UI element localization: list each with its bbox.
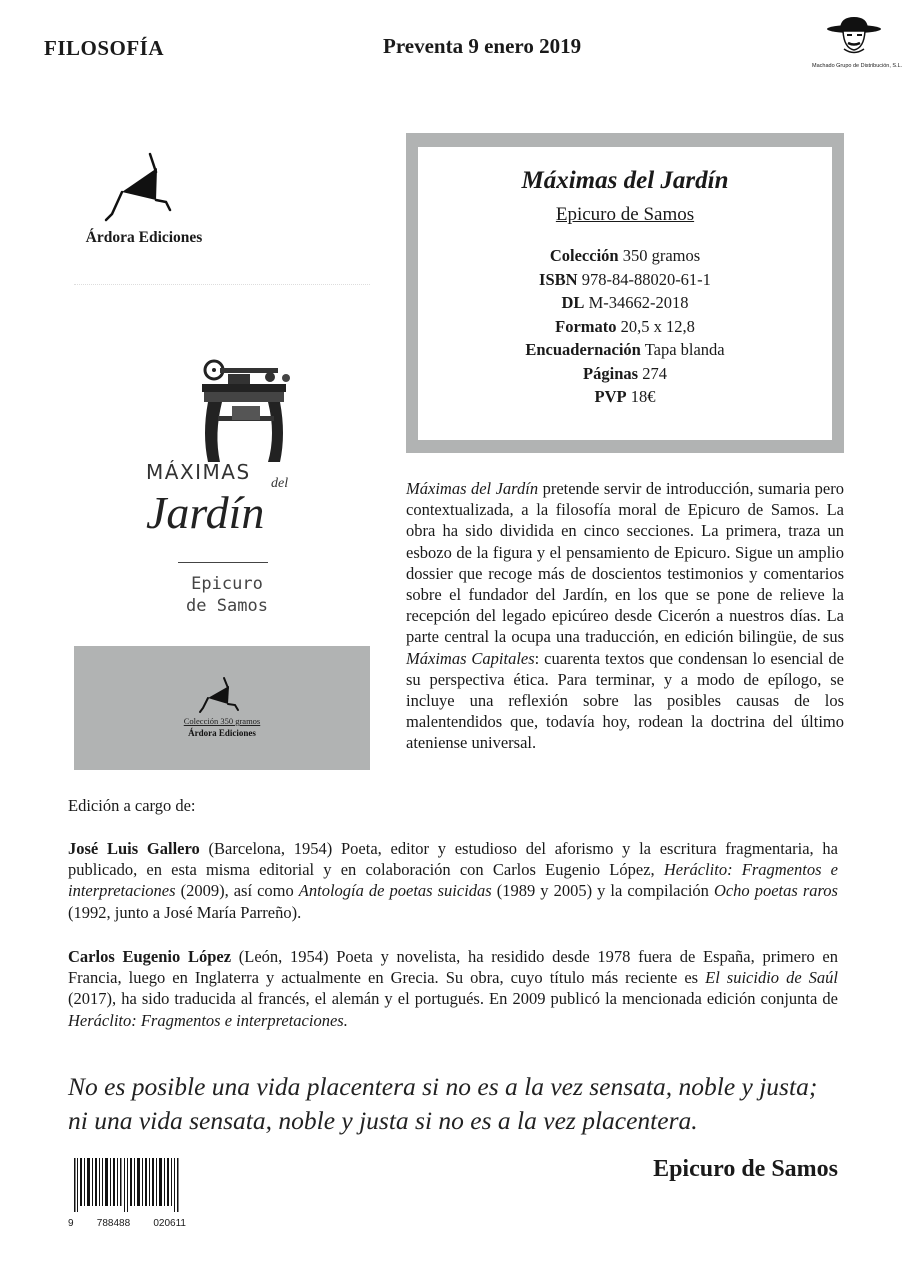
cover-author-line2: de Samos — [186, 596, 268, 616]
synopsis-text-1: pretende servir de introducción, sumaria pero contextualizada, a la filosofía moral de Epicuro de Samos. La obra ha sido dividida en cinco secciones. La primera, traza un esbozo de la figura y el pensamiento de Epicuro. Sigue un amplio dossier que recoge más de doscientos testimonios y comentarios sobre el fundador del Jardín, en los que se pone de relieve la recepción del legado epicúreo desde Cicerón a nuestros días. La parte central la ocupa una traducción, en edición bilingüe, de sus — [406, 479, 844, 647]
cover-title-del: del — [271, 476, 289, 491]
bio-text: (2009), así como — [175, 881, 299, 901]
synopsis-text-2: : cuarenta textos que condensan lo esencial de su perspectiva ética. Para terminar, y a modo de epílogo, se incluye una reflexión sobre las posibles causas de los malentendidos que, todavía hoy, rodean la doctrina del último ateniense universal. — [406, 648, 844, 753]
cover-publisher: Árdora Ediciones — [188, 728, 256, 738]
bio-work-title: El suicidio de Saúl — [705, 968, 838, 988]
editor-bio — [68, 946, 838, 1031]
spec-label: Formato — [555, 316, 617, 336]
spec-label: Páginas — [583, 363, 639, 383]
bio-work-title: Antología de poetas suicidas — [298, 881, 492, 901]
publisher-name: Árdora Ediciones — [85, 229, 203, 246]
book-author: Epicuro de Samos — [555, 204, 695, 225]
spec-row — [418, 362, 832, 386]
bio-work-title: Heráclito: Fragmentos e interpretaciones — [68, 860, 838, 901]
spec-row — [418, 385, 832, 409]
editor-name: Carlos Eugenio López — [68, 947, 232, 966]
book-cover — [74, 354, 370, 770]
barcode-digit-1: 9 — [68, 1218, 74, 1229]
cover-author — [172, 573, 282, 617]
isbn-barcode — [68, 1158, 186, 1229]
spec-label: DL — [561, 293, 585, 312]
spec-value: 20,5 x 12,8 — [620, 316, 695, 336]
spec-value: 274 — [642, 363, 667, 383]
cover-band — [74, 646, 370, 770]
spec-label: Encuadernación — [525, 340, 641, 359]
spec-value: 978-84-88020-61-1 — [581, 269, 711, 289]
quote-line-1: No es posible una vida placentera si no es a la vez sensata, noble y justa; — [68, 1072, 818, 1101]
cover-collection: Colección 350 gramos — [183, 716, 261, 726]
spec-value: 350 gramos — [622, 246, 701, 265]
cover-rule — [178, 562, 268, 563]
spec-label: Colección — [549, 246, 619, 265]
triangle-figure-icon — [104, 150, 184, 222]
bio-work-title: Ocho poetas raros — [713, 881, 838, 901]
cover-author-line1: Epicuro — [191, 574, 263, 594]
spec-row — [418, 244, 832, 268]
bio-text: (1989 y 2005) y la compilación — [491, 881, 714, 901]
spec-label: PVP — [594, 387, 627, 406]
epicurus-quote — [68, 1070, 858, 1138]
spec-value: Tapa blanda — [644, 340, 725, 359]
distributor-name: Machado Grupo de Distribución, S.L. — [812, 63, 903, 69]
synopsis — [406, 478, 844, 754]
publisher-logo — [74, 150, 214, 247]
barcode-digit-3: 020611 — [153, 1218, 186, 1229]
presale-date: Preventa 9 enero 2019 — [383, 34, 582, 58]
bio-text: (2017), ha sido traducida al francés, el alemán y el portugués. En 2009 publicó la mencionada edición conjunta de — [68, 989, 838, 1009]
editor-bio — [68, 838, 838, 923]
spec-label: ISBN — [539, 269, 578, 289]
quote-signature: Epicuro de Samos — [653, 1156, 838, 1182]
barcode-bars — [68, 1158, 186, 1212]
bio-work-title: Heráclito: Fragmentos e interpretaciones. — [68, 1010, 348, 1030]
bio-text: (León, 1954) Poeta y novelista, ha residido desde 1978 fuera de España, primero en Francia, luego en Inglaterra y actualmente en Grecia. Su obra, cuyo título más reciente es — [68, 947, 838, 988]
book-title: Máximas del Jardín — [521, 167, 729, 194]
hat-man-icon — [826, 16, 882, 56]
book-specs — [418, 244, 832, 409]
spec-value: M-34662-2018 — [588, 293, 689, 312]
barcode-digits — [68, 1218, 186, 1229]
spec-row — [418, 338, 832, 362]
cover-triangle-icon — [198, 676, 244, 714]
category-label: FILOSOFÍA — [44, 36, 165, 60]
printing-press-icon — [198, 354, 298, 466]
distributor-logo — [812, 16, 903, 69]
book-info-box — [406, 133, 844, 453]
spec-value: 18€ — [630, 387, 656, 406]
spec-row — [418, 315, 832, 339]
quote-line-2: ni una vida sensata, noble y justa si no es a la vez placentera. — [68, 1106, 698, 1135]
cover-title-main: Jardín — [146, 487, 265, 538]
synopsis-title: Máximas del Jardín — [406, 479, 539, 498]
synopsis-maximas-capitales: Máximas Capitales — [406, 648, 535, 668]
editor-name: José Luis Gallero — [68, 839, 200, 858]
edition-label: Edición a cargo de: — [68, 796, 196, 815]
bio-text: (1992, junto a José María Parreño). — [68, 902, 302, 922]
divider — [74, 284, 370, 285]
spec-row — [418, 268, 832, 292]
barcode-digit-2: 788488 — [96, 1218, 131, 1229]
cover-title-top: MÁXIMAS — [146, 460, 251, 484]
spec-row — [418, 291, 832, 315]
book-info-inner — [418, 147, 832, 440]
bio-text: (Barcelona, 1954) Poeta, editor y estudioso del aforismo y la escritura fragmentaria, ha publicado, en esta misma editorial y en colaboración con Carlos Eugenio López, — [68, 839, 838, 880]
